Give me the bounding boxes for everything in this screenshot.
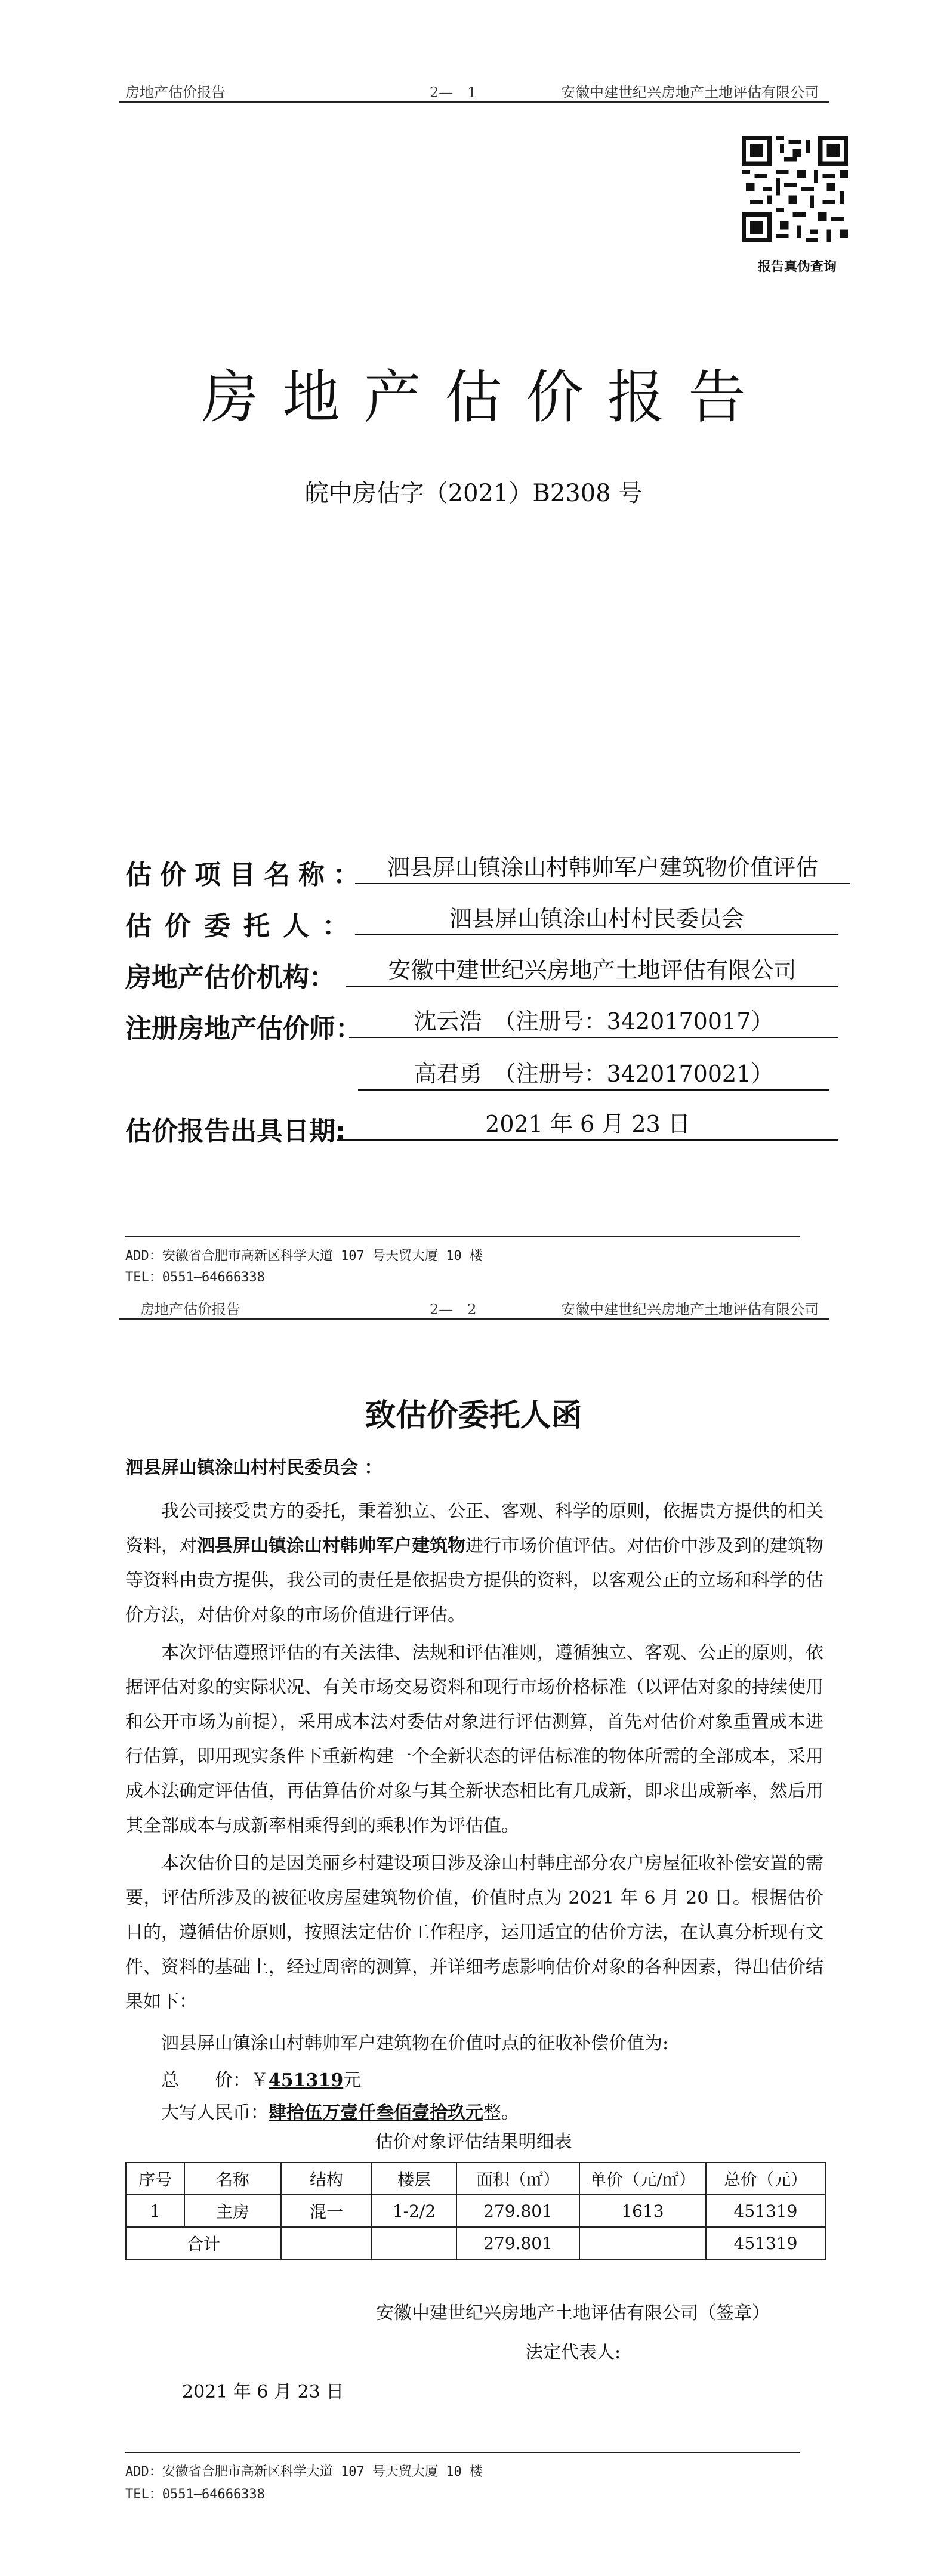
table-header: 单价（元/㎡）: [579, 2163, 706, 2195]
client-label: 估价委托人：: [125, 911, 362, 941]
header-page-number: 2— 1: [430, 84, 477, 101]
letter-title: 致估价委托人函: [365, 1398, 582, 1434]
report-date-label: 估价报告出具日期:: [125, 1116, 346, 1147]
qr-code-icon[interactable]: [742, 136, 848, 242]
project-name-value: 泗县屏山镇涂山村韩帅军户建筑物价值评估: [355, 852, 850, 884]
table-header: 面积（㎡）: [456, 2163, 579, 2195]
report-number: 皖中房估字（2021）B2308 号: [304, 480, 643, 507]
appraiser-1: 沈云浩 （注册号：3420170017）: [349, 1006, 838, 1038]
total-price-label: 总 价：￥: [161, 2070, 269, 2091]
table-total-price: 451319: [706, 2227, 825, 2259]
paragraph-1-text-b: 进行市场价值评估。对估价中涉及到的建筑物等资料由贵方提供，我公司的责任是依据贵方提供的资料，以客观公正的立场和科学的估价方法，对估价对象的市场价值进行评估。: [125, 1536, 823, 1626]
table-header: 名称: [184, 2163, 281, 2195]
appraiser-2: 高君勇 （注册号：3420170021）: [358, 1058, 829, 1091]
footer-tel: TEL：0551—64666338: [125, 1270, 265, 1285]
rmb-end: 整。: [483, 2102, 519, 2123]
table-cell: 1-2/2: [372, 2195, 456, 2227]
table-row: [126, 2195, 825, 2227]
valuation-table: [125, 2162, 826, 2260]
table-header-row: [126, 2163, 825, 2195]
header-page-number: 2— 2: [430, 1301, 477, 1318]
appraiser-label: 注册房地产估价师：: [125, 1014, 362, 1044]
table-total-label: 合计: [126, 2227, 281, 2259]
rmb-label: 大写人民币：: [161, 2102, 269, 2123]
table-cell: 279.801: [456, 2195, 579, 2227]
qr-caption: 报告真伪查询: [758, 260, 837, 274]
footer-rule: [125, 1236, 800, 1237]
agency-value: 安徽中建世纪兴房地产土地评估有限公司: [346, 955, 838, 987]
table-cell: 1613: [579, 2195, 706, 2227]
header-left: 房地产估价报告: [140, 1301, 240, 1318]
table-total-row: [126, 2227, 825, 2259]
table-cell: [579, 2227, 706, 2259]
client-value: 泗县屏山镇涂山村村民委员会: [355, 903, 838, 935]
table-cell: [281, 2227, 372, 2259]
header-right: 安徽中建世纪兴房地产土地评估有限公司: [561, 1301, 819, 1318]
table-cell: 混一: [281, 2195, 372, 2227]
table-cell: 451319: [706, 2195, 825, 2227]
company-signature: 安徽中建世纪兴房地产土地评估有限公司（签章）: [376, 2303, 770, 2324]
paragraph-1: [125, 1494, 823, 1633]
paragraph-1-text-a: 我公司接受贵方的委托，秉着独立、公正、客观、科学的原则，依据贵方提供的相关资料，对: [125, 1501, 823, 1556]
footer-rule: [125, 2452, 800, 2453]
letter-date: 2021 年 6 月 23 日: [182, 2382, 344, 2402]
footer-address: ADD：安徽省合肥市高新区科学大道 107 号天贸大厦 10 楼: [125, 2464, 483, 2479]
footer-tel: TEL：0551—64666338: [125, 2487, 265, 2502]
conclusion-text: 泗县屏山镇涂山村韩帅军户建筑物在价值时点的征收补偿价值为:: [161, 2033, 669, 2054]
header-rule: [119, 101, 829, 103]
footer-address: ADD：安徽省合肥市高新区科学大道 107 号天贸大厦 10 楼: [125, 1249, 483, 1264]
paragraph-2: 本次评估遵照评估的有关法律、法规和评估准则，遵循独立、客观、公正的原则，依据评估对象的实际状况、有关市场交易资料和现行市场价格标准（以评估对象的持续使用和公开市场为前提），采用成本法对委估对象进行评估测算，首先对估价对象重置成本进行估算，即用现实条件下重新构建一个全新状态的评估标准的物体所需的全部成本，采用成本法确定评估值，再估算估价对象与其全新状态相比有几成新，即求出成新率，然后用其全部成本与成新率相乘得到的乘积作为评估值。: [125, 1642, 823, 1836]
report-date-value: 2021 年 6 月 23 日: [337, 1108, 838, 1141]
table-header: 总价（元）: [706, 2163, 825, 2195]
header-left: 房地产估价报告: [125, 84, 226, 101]
table-cell: 1: [126, 2195, 184, 2227]
table-total-area: 279.801: [456, 2227, 579, 2259]
table-header: 序号: [126, 2163, 184, 2195]
report-title: 房地产估价报告: [201, 364, 770, 431]
rmb-value: 肆拾伍万壹仟叁佰壹拾玖元: [269, 2102, 483, 2123]
header-right: 安徽中建世纪兴房地产土地评估有限公司: [561, 84, 819, 101]
paragraph-3: 本次估价目的是因美丽乡村建设项目涉及涂山村韩庄部分农户房屋征收补偿安置的需要，评估所涉及的被征收房屋建筑物价值，价值时点为 2021 年 6 月 20 日。根据估价目的，遵循估价原则，按照法定估价工作程序，运用适宜的估价方法，在认真分析现有文件、资料的基础上，经过周密的测算，并详细考虑影响估价对象的各种因素，得出估价结果如下：: [125, 1853, 823, 2012]
table-header: 楼层: [372, 2163, 456, 2195]
table-caption: 估价对象评估结果明细表: [375, 2132, 572, 2152]
table-cell: [372, 2227, 456, 2259]
total-price-line: [161, 2065, 361, 2092]
paragraph-1-bold: 泗县屏山镇涂山村韩帅军户建筑物: [197, 1536, 465, 1556]
table-cell: 主房: [184, 2195, 281, 2227]
project-name-label: 估价项目名称：: [125, 860, 368, 890]
salutation: 泗县屏山镇涂山村村民委员会 ：: [125, 1457, 382, 1478]
total-price-unit: 元: [343, 2070, 362, 2091]
agency-label: 房地产估价机构：: [125, 962, 335, 993]
legal-representative: 法定代表人:: [525, 2342, 621, 2363]
table-header: 结构: [281, 2163, 372, 2195]
header-rule: [119, 1318, 829, 1320]
total-price-value: 451319: [269, 2070, 344, 2091]
rmb-line: [161, 2098, 519, 2124]
